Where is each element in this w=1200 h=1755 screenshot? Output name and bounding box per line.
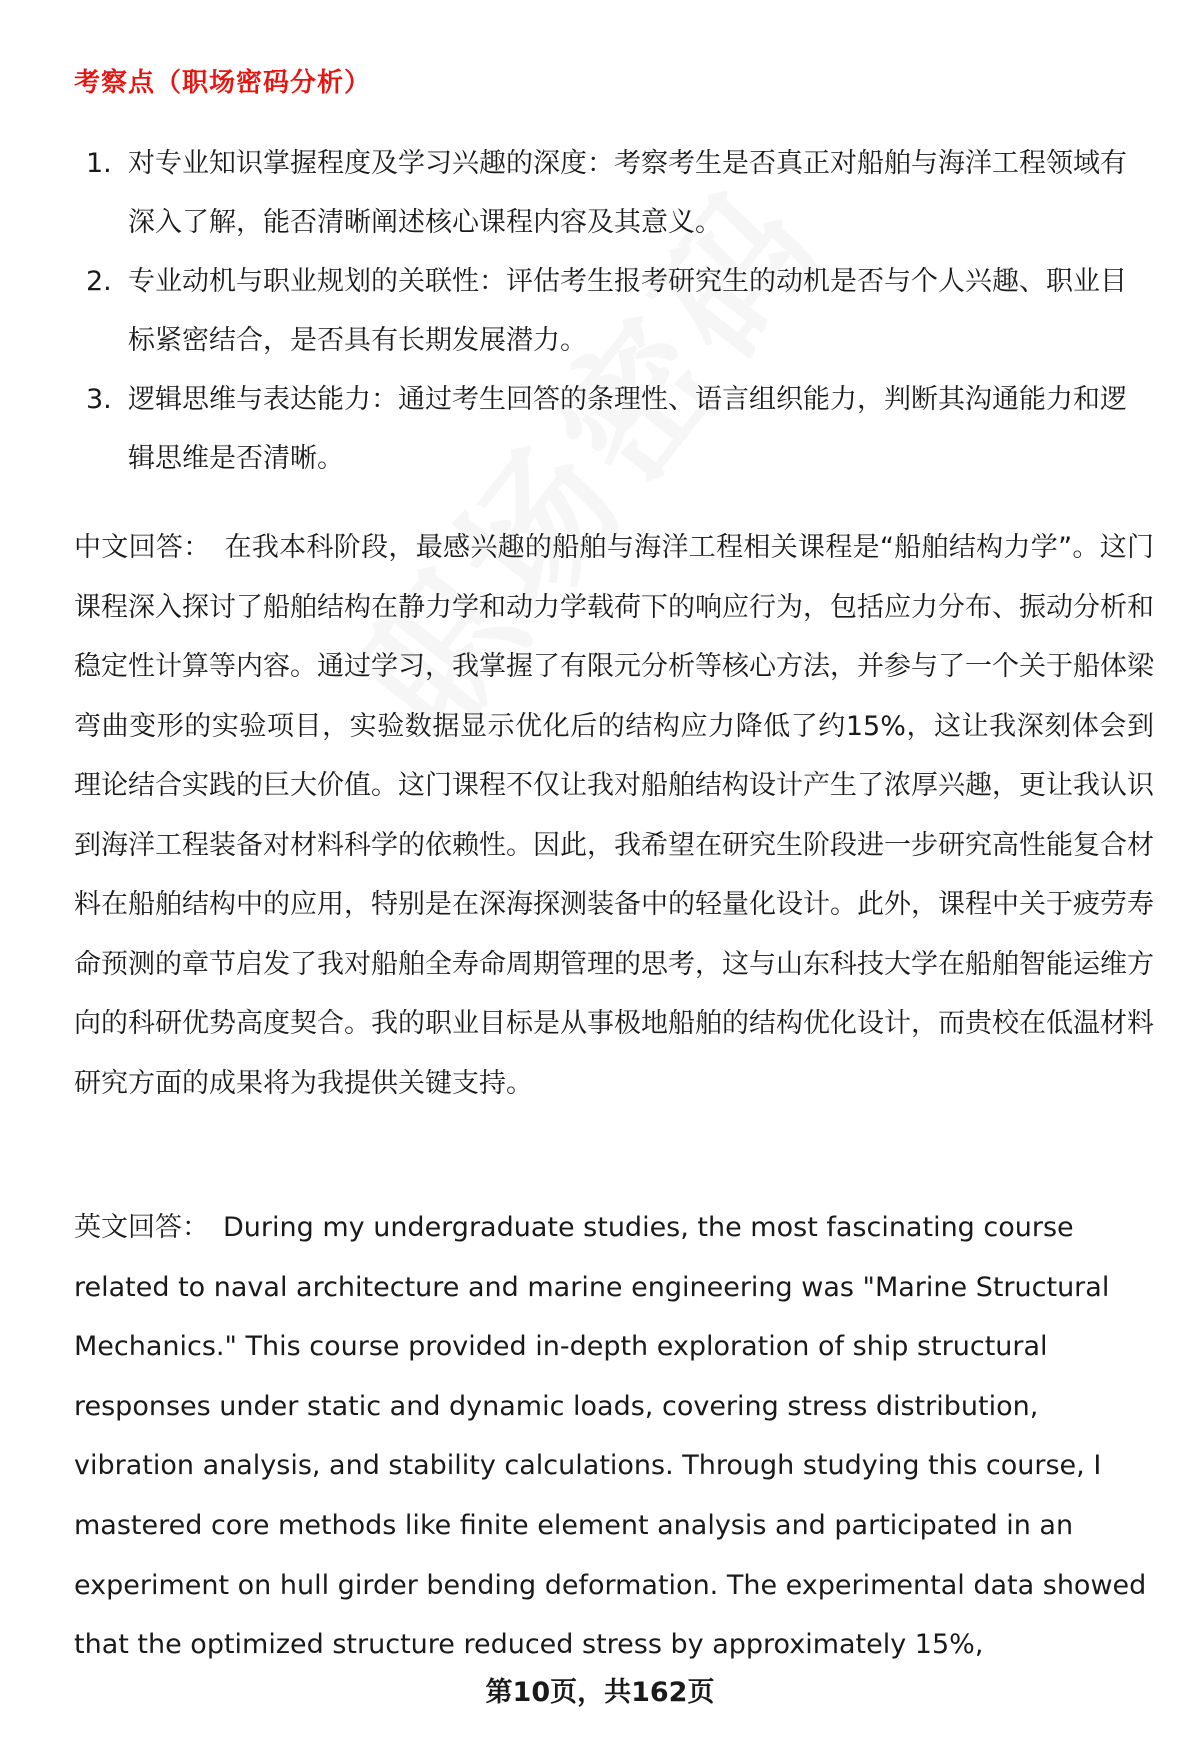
list-item [80,370,1150,488]
english-answer-text: During my undergraduate studies, the most fascinating course related to naval architecture and marine engineering was "Marine Structural Mechanics." This course provided in-depth exploration of ship structural responses under static and dynamic loads, covering stress distribution, vibration analysis, and stability calculations. Through studying this course, I mastered core methods like finite element analysis and participated in an experiment on hull girder bending deformation. The experimental data showed that the optimized structure reduced stress by approximately 15%, [74,1212,1147,1661]
list-item [80,134,1150,252]
page-number-footer: 第10页，共162页 [485,1677,715,1708]
list-item-text: 逻辑思维与表达能力：通过考生回答的条理性、语言组织能力，判断其沟通能力和逻辑思维是否清晰。 [128,384,1127,474]
section-title: 考察点（职场密码分析） [74,68,372,98]
chinese-answer-text: 在我本科阶段，最感兴趣的船舶与海洋工程相关课程是“船舶结构力学”。这门课程深入探讨了船舶结构在静力学和动力学载荷下的响应行为，包括应力分布、振动分析和稳定性计算等内容。通过学习，我掌握了有限元分析等核心方法，并参与了一个关于船体梁弯曲变形的实验项目，实验数据显示优化后的结构应力降低了约15%，这让我深刻体会到理论结合实践的巨大价值。这门课程不仅让我对船舶结构设计产生了浓厚兴趣，更让我认识到海洋工程装备对材料科学的依赖性。因此，我希望在研究生阶段进一步研究高性能复合材料在船舶结构中的应用，特别是在深海探测装备中的轻量化设计。此外，课程中关于疲劳寿命预测的章节启发了我对船舶全寿命周期管理的思考，这与山东科技大学在船舶智能运维方向的科研优势高度契合。我的职业目标是从事极地船舶的结构优化设计，而贵校在低温材料研究方面的成果将为我提供关键支持。 [74,532,1154,1099]
list-item-number: 3. [86,384,112,415]
list-item-number: 1. [86,148,112,179]
list-item-number: 2. [86,266,112,297]
chinese-answer-paragraph [74,518,1154,1113]
list-item-text: 专业动机与职业规划的关联性：评估考生报考研究生的动机是否与个人兴趣、职业目标紧密结合，是否具有长期发展潜力。 [128,266,1127,356]
english-answer-label: 英文回答： [74,1212,209,1243]
assessment-points-list [80,134,1150,488]
chinese-answer-label: 中文回答： [74,532,211,563]
list-item-text: 对专业知识掌握程度及学习兴趣的深度：考察考生是否真正对船舶与海洋工程领域有深入了解，能否清晰阐述核心课程内容及其意义。 [128,148,1127,238]
list-item [80,252,1150,370]
english-answer-paragraph [74,1198,1154,1675]
